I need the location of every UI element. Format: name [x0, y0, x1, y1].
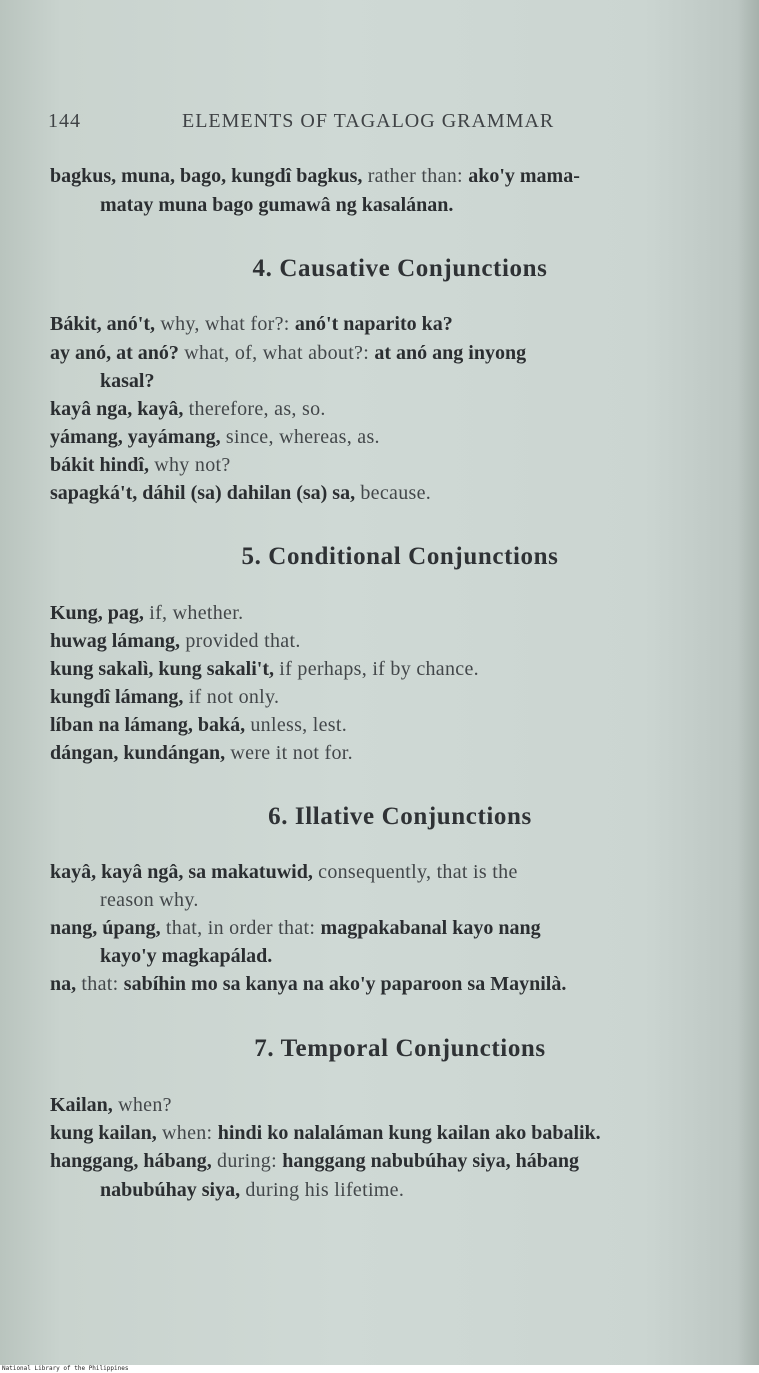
term: kayâ, kayâ ngâ, sa makatuwid,: [50, 861, 313, 883]
term: huwag lámang,: [50, 630, 181, 652]
gloss: that:: [76, 973, 124, 995]
term: kung kailan,: [50, 1122, 157, 1144]
entry-bakit-hindi: [50, 451, 738, 479]
page-number: 144: [48, 110, 81, 132]
term: kung sakalì, kung sakali't,: [50, 658, 274, 680]
gloss: if, whether.: [143, 602, 244, 624]
gloss: because.: [355, 482, 432, 504]
term: na,: [50, 973, 77, 995]
gloss: unless, lest.: [245, 714, 348, 736]
term: Bákit, anó't,: [50, 313, 156, 335]
term: ay anó, at anó?: [50, 342, 179, 364]
example: ako'y mama-: [468, 165, 580, 187]
example: at anó ang inyong: [374, 342, 527, 364]
term: bagkus, muna, bago, kungdî bagkus,: [50, 165, 363, 187]
gloss: therefore, as, so.: [183, 398, 326, 420]
entry-kungdi-lamang: [50, 683, 738, 711]
running-title: ELEMENTS OF TAGALOG GRAMMAR: [182, 110, 555, 132]
entry-sapagkat: [50, 479, 738, 507]
gloss: when:: [156, 1122, 218, 1144]
gloss: consequently, that is the: [312, 861, 518, 883]
gloss: when?: [112, 1094, 172, 1116]
entry-hanggang-continued: [100, 1176, 740, 1204]
gloss: reason why.: [100, 889, 199, 911]
section-heading-conditional: 5. Conditional Conjunctions: [241, 543, 559, 570]
section-heading-temporal: 7. Temporal Conjunctions: [254, 1035, 546, 1062]
gloss: during:: [211, 1150, 283, 1172]
term: kayâ nga, kayâ,: [50, 398, 184, 420]
entry-kaya-nga-illative: [50, 858, 738, 886]
entry-liban-na-lamang: [50, 711, 738, 739]
term: bákit hindî,: [50, 454, 149, 476]
term: Kailan,: [50, 1094, 113, 1116]
gloss: during his lifetime.: [240, 1179, 405, 1201]
term: dángan, kundángan,: [50, 742, 226, 764]
example: sabíhin mo sa kanya na ako'y paparoon sa Maynilà.: [123, 973, 567, 995]
example: anó't naparito ka?: [294, 313, 453, 335]
gloss: if not only.: [183, 686, 280, 708]
term: yámang, yayámang,: [50, 426, 221, 448]
term: sapagká't, dáhil (sa) dahilan (sa) sa,: [50, 482, 356, 504]
example: kayo'y magkapálad.: [100, 945, 273, 967]
running-header: [48, 110, 608, 140]
gloss: that, in order that:: [160, 917, 321, 939]
gloss: rather than:: [362, 165, 469, 187]
section-heading-illative: 6. Illative Conjunctions: [268, 803, 532, 830]
example: matay muna bago gumawâ ng kasalánan.: [100, 194, 454, 216]
gloss: provided that.: [180, 630, 301, 652]
entry-ay-ano: [50, 339, 738, 367]
entry-kung: [50, 599, 738, 627]
gloss: why not?: [148, 454, 231, 476]
section-heading-causative: 4. Causative Conjunctions: [252, 255, 548, 282]
entry-dangan: [50, 739, 738, 767]
example: nabubúhay siya,: [100, 1179, 241, 1201]
entry-hanggang: [50, 1147, 738, 1175]
example: hindi ko nalaláman kung kailan ako babalik.: [217, 1122, 601, 1144]
term: nang, úpang,: [50, 917, 161, 939]
term: líban na lámang, baká,: [50, 714, 246, 736]
gloss: what, of, what about?:: [178, 342, 375, 364]
example: magpakabanal kayo nang: [320, 917, 541, 939]
entry-bagkus: [50, 162, 738, 190]
entry-kaya-nga-illative-continued: [100, 886, 740, 914]
entry-bakit: [50, 310, 738, 338]
entry-kung-kailan: [50, 1119, 738, 1147]
term: Kung, pag,: [50, 602, 144, 624]
entry-na: [50, 970, 738, 998]
entry-kung-sakali: [50, 655, 738, 683]
entry-kailan: [50, 1091, 738, 1119]
gloss: if perhaps, if by chance.: [274, 658, 479, 680]
entry-nang-upang: [50, 914, 738, 942]
entry-bagkus-continued: [100, 191, 740, 219]
term: kungdî lámang,: [50, 686, 184, 708]
term: hanggang, hábang,: [50, 1150, 212, 1172]
entry-ay-ano-continued: [100, 367, 740, 395]
gloss: why, what for?:: [155, 313, 295, 335]
example: hanggang nabubúhay siya, hábang: [282, 1150, 580, 1172]
scan-credit: National Library of the Philippines: [2, 1365, 129, 1372]
entry-kaya-nga: [50, 395, 738, 423]
entry-huwag-lamang: [50, 627, 738, 655]
gloss: were it not for.: [225, 742, 353, 764]
gloss: since, whereas, as.: [220, 426, 380, 448]
entry-nang-upang-continued: [100, 942, 740, 970]
entry-yamang: [50, 423, 738, 451]
example: kasal?: [100, 370, 155, 392]
